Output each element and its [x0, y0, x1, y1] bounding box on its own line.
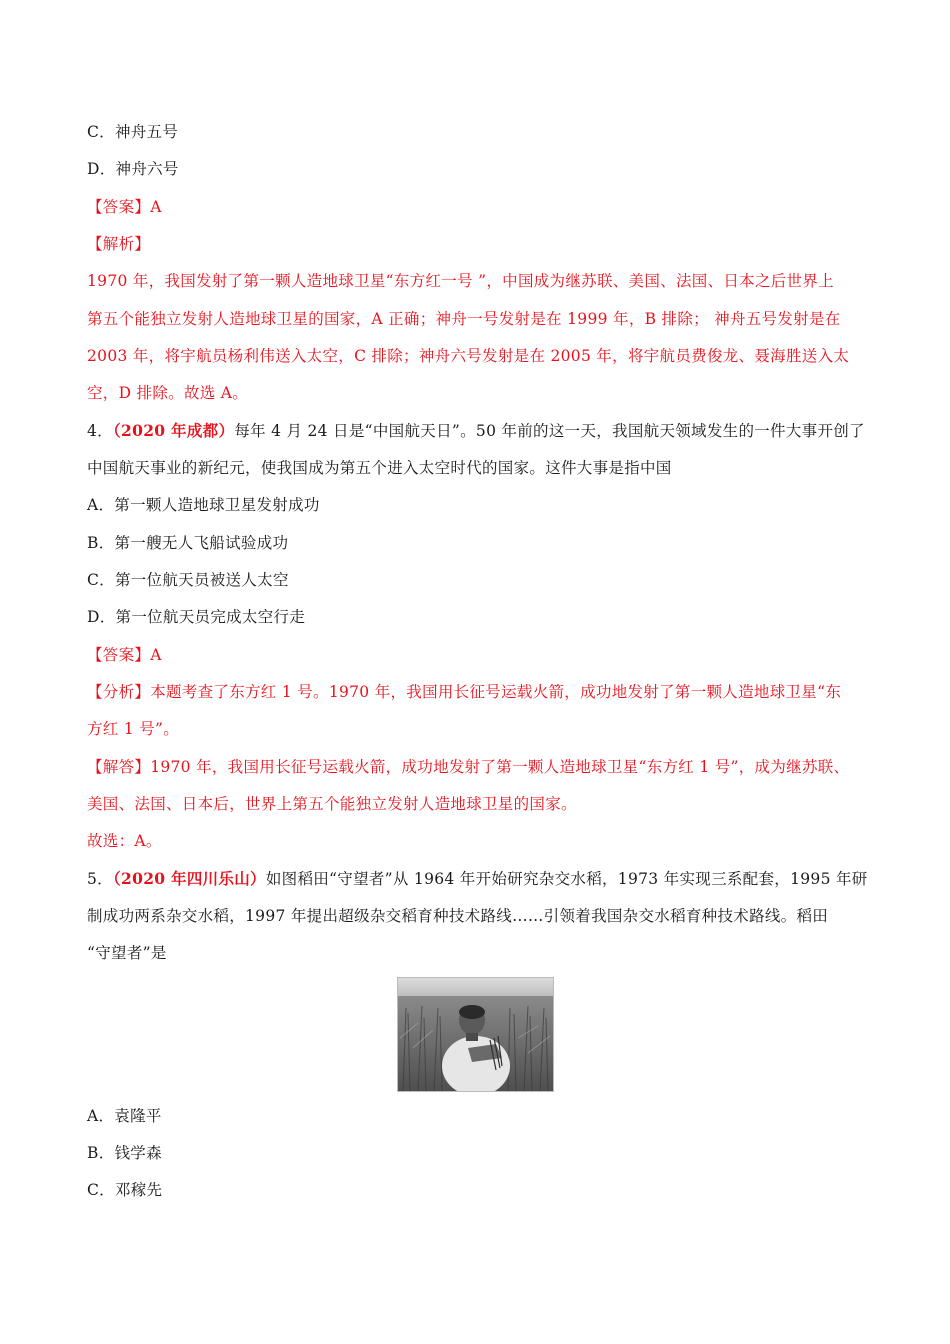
- q4-answer: 【答案】A: [87, 646, 162, 664]
- q4-analysis-line1: 【分析】本题考查了东方红 1 号。1970 年，我国用长征号运载火箭，成功地发射了第一颗人造地球卫星“东: [87, 683, 842, 701]
- q4-stem-text: 每年 4 月 24 日是“中国航天日”。50 年前的这一天，我国航天领域发生的一件大事开创了: [234, 422, 865, 440]
- q4-conclusion: 故选：A。: [87, 832, 162, 850]
- q4-number: 4．: [87, 422, 113, 440]
- q3-analysis-line: 第五个能独立发射人造地球卫星的国家，A 正确；神舟一号发射是在 1999 年，B 排除； 神舟五号发射是在: [87, 310, 841, 328]
- q5-stem-line3: “守望者”是: [87, 944, 167, 962]
- q3-analysis-label: 【解析】: [87, 235, 151, 253]
- q5-option-c: C．邓稼先: [87, 1181, 163, 1199]
- q3-analysis-line: 空，D 排除。故选 A。: [87, 384, 249, 402]
- q4-option-d: D．第一位航天员完成太空行走: [87, 608, 306, 626]
- q3-answer: 【答案】A: [87, 198, 162, 216]
- q3-option-d: D．神舟六号: [87, 160, 179, 178]
- q4-stem-line2: 中国航天事业的新纪元，使我国成为第五个进入太空时代的国家。这件大事是指中国: [87, 459, 672, 477]
- q4-option-b: B．第一艘无人飞船试验成功: [87, 534, 289, 552]
- q4-stem: [87, 421, 867, 441]
- rice-field-photo: [397, 977, 554, 1092]
- q3-analysis-line: 2003 年，将宇航员杨利伟送入太空，C 排除；神舟六号发射是在 2005 年，将宇航员费俊龙、聂海胜送入太: [87, 347, 850, 365]
- q5-option-a: A．袁隆平: [87, 1107, 162, 1125]
- q4-analysis-line2: 方红 1 号”。: [87, 720, 180, 738]
- q3-analysis-line: 1970 年，我国发射了第一颗人造地球卫星“东方红一号 ”，中国成为继苏联、美国、法国、日本之后世界上: [87, 272, 834, 290]
- q3-option-c: C．神舟五号: [87, 123, 179, 141]
- q4-solution-line2: 美国、法国、日本后，世界上第五个能独立发射人造地球卫星的国家。: [87, 795, 577, 813]
- q5-stem-line2: 制成功两系杂交水稻，1997 年提出超级杂交稻育种技术路线……引领着我国杂交水稻育种技术路线。稻田: [87, 907, 829, 925]
- q4-source: （2020 年成都）: [112, 421, 235, 440]
- q5-stem: [87, 869, 867, 889]
- q5-number: 5．: [87, 870, 113, 888]
- q4-solution-line1: 【解答】1970 年，我国用长征号运载火箭，成功地发射了第一颗人造地球卫星“东方红 1 号”，成为继苏联、: [87, 758, 850, 776]
- q4-option-c: C．第一位航天员被送人太空: [87, 571, 289, 589]
- q5-stem-text: 如图稻田“守望者”从 1964 年开始研究杂交水稻，1973 年实现三系配套，1995 年研: [265, 870, 868, 888]
- q5-option-b: B．钱学森: [87, 1144, 162, 1162]
- q4-option-a: A．第一颗人造地球卫星发射成功: [87, 496, 320, 514]
- q5-source: （2020 年四川乐山）: [112, 869, 266, 888]
